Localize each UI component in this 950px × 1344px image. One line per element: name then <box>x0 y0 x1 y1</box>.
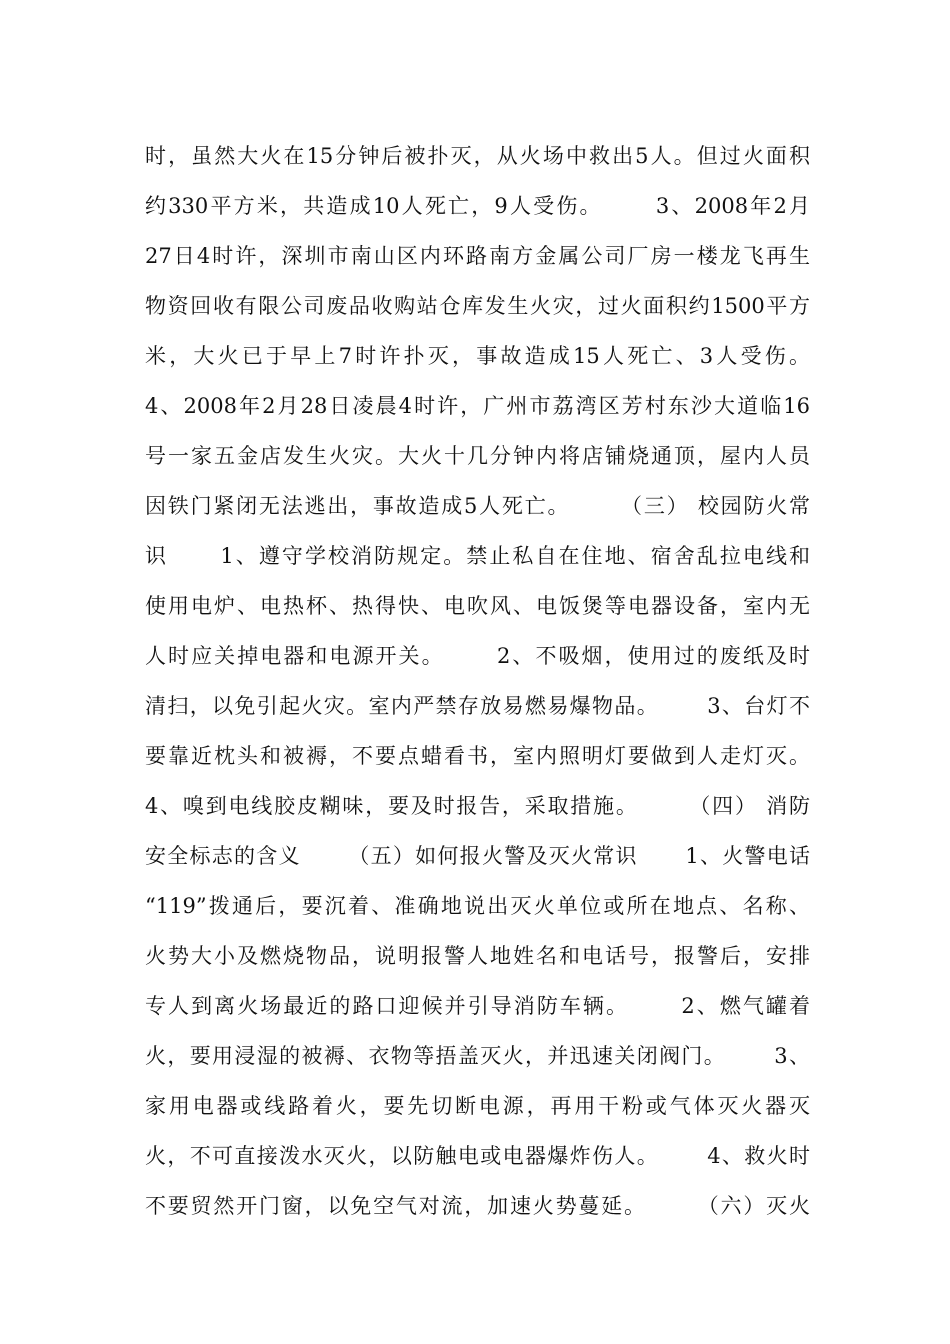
text-line: 火，要用浸湿的被褥、衣物等捂盖灭火，并迅速关闭阀门。 3、 <box>145 1044 810 1068</box>
text-line: 家用电器或线路着火，要先切断电源，再用干粉或气体灭火器灭 <box>145 1094 810 1118</box>
text-line: 4、2008年2月28日凌晨4时许，广州市荔湾区芳村东沙大道临16 <box>145 394 810 418</box>
text-line: 专人到离火场最近的路口迎候并引导消防车辆。 2、燃气罐着 <box>145 994 810 1018</box>
text-line: 号一家五金店发生火灾。大火十几分钟内将店铺烧通顶，屋内人员 <box>145 444 810 468</box>
text-line: 时，虽然大火在15分钟后被扑灭，从火场中救出5人。但过火面积 <box>145 144 810 168</box>
text-line: 约330平方米，共造成10人死亡，9人受伤。 3、2008年2月 <box>145 194 810 218</box>
text-line: 人时应关掉电器和电源开关。 2、不吸烟，使用过的废纸及时 <box>145 644 810 668</box>
text-line: 识 1、遵守学校消防规定。禁止私自在住地、宿舍乱拉电线和 <box>145 544 810 568</box>
text-line: 清扫，以免引起火灾。室内严禁存放易燃易爆物品。 3、台灯不 <box>145 694 810 718</box>
text-line: 物资回收有限公司废品收购站仓库发生火灾，过火面积约1500平方 <box>145 294 810 318</box>
text-line: 米，大火已于早上7时许扑灭，事故造成15人死亡、3人受伤。 <box>145 344 810 368</box>
text-line: “119”拨通后，要沉着、准确地说出灭火单位或所在地点、名称、 <box>145 894 810 918</box>
text-line: 要靠近枕头和被褥，不要点蜡看书，室内照明灯要做到人走灯灭。 <box>145 744 810 768</box>
text-line: 因铁门紧闭无法逃出，事故造成5人死亡。 （三） 校园防火常 <box>145 494 810 518</box>
text-line: 4、嗅到电线胶皮糊味，要及时报告，采取措施。 （四） 消防 <box>145 794 810 818</box>
text-line: 使用电炉、电热杯、热得快、电吹风、电饭煲等电器设备，室内无 <box>145 594 810 618</box>
text-line: 火，不可直接泼水灭火，以防触电或电器爆炸伤人。 4、救火时 <box>145 1144 810 1168</box>
text-line: 火势大小及燃烧物品，说明报警人地姓名和电话号，报警后，安排 <box>145 944 810 968</box>
text-line: 不要贸然开门窗，以免空气对流，加速火势蔓延。 （六）灭火 <box>145 1194 810 1218</box>
text-line: 安全标志的含义 （五）如何报火警及灭火常识 1、火警电话 <box>145 844 810 868</box>
body-text <box>145 131 810 1231</box>
text-line: 27日4时许，深圳市南山区内环路南方金属公司厂房一楼龙飞再生 <box>145 244 810 268</box>
